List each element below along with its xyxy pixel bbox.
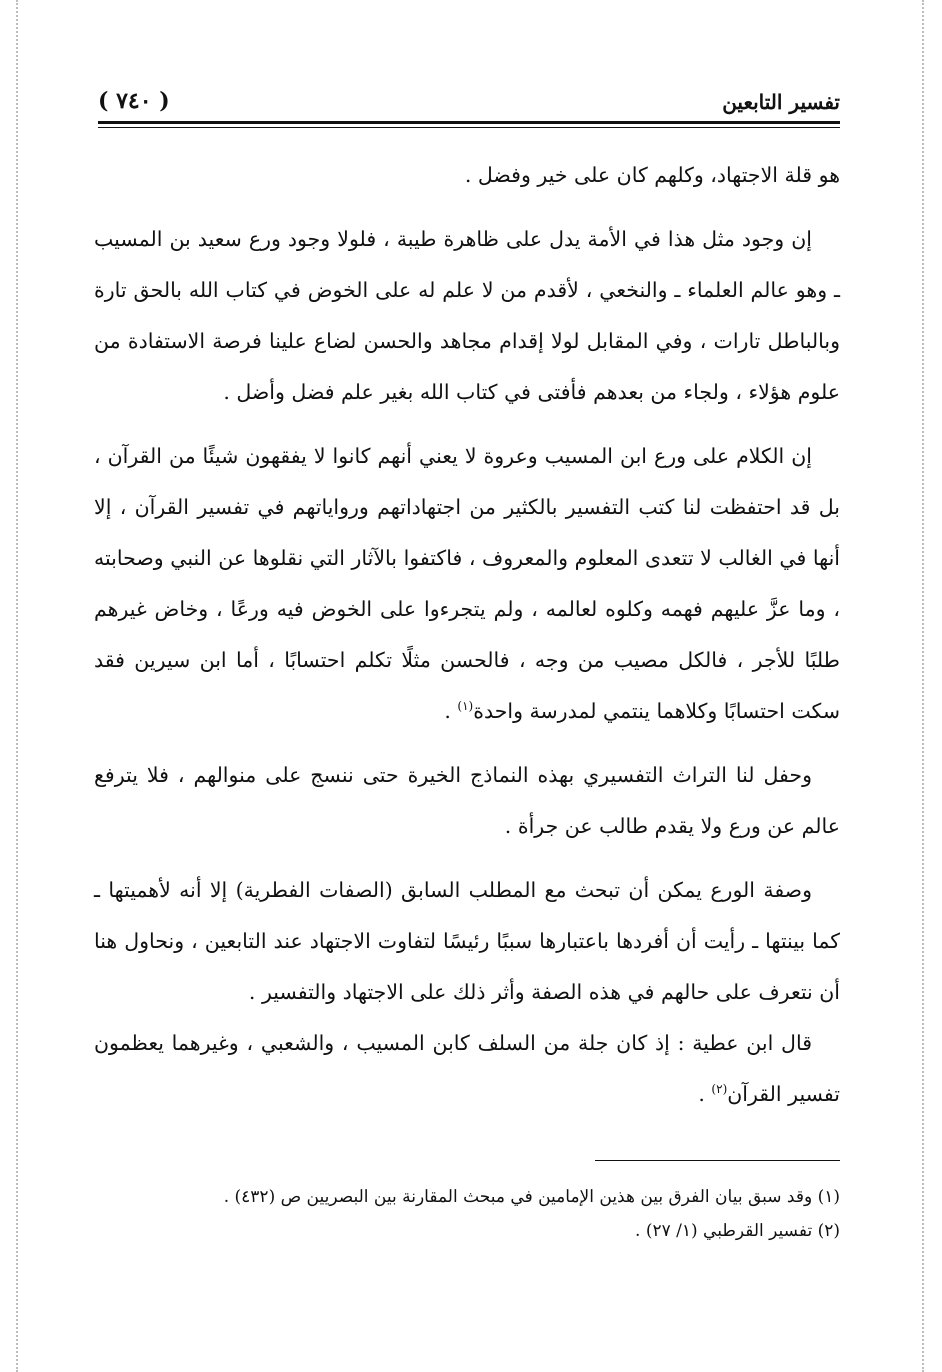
- scan-margin-dots-right: [922, 0, 924, 1372]
- header-rule-thick: [98, 121, 840, 124]
- paragraph: [94, 431, 840, 737]
- paragraph: إن وجود مثل هذا في الأمة يدل على ظاهرة طيبة ، فلولا وجود ورع سعيد بن المسيب ـ وهو عالم العلماء ـ والنخعي ، لأقدم من لا علم له على الخوض في كتاب الله بالحق تارة وبالباطل تارات ، وفي المقابل لولا إقدام مجاهد والحسن لضاع علينا فرصة الاستفادة من علوم هؤلاء ، ولجاء من بعدهم فأفتى في كتاب الله بغير علم فضل وأضل .: [94, 227, 840, 404]
- footnote: (١) وقد سبق بيان الفرق بين هذين الإمامين في مبحث المقارنة بين البصريين ص (٤٣٢) .: [223, 1187, 840, 1207]
- footnote-ref[interactable]: (٢): [711, 1082, 728, 1097]
- footnote: (٢) تفسير القرطبي (١/ ٢٧) .: [635, 1221, 840, 1241]
- header-rule-thin: [98, 127, 840, 128]
- paragraph-continuation: هو قلة الاجتهاد، وكلهم كان على خير وفضل .: [464, 163, 840, 187]
- running-title: تفسير التابعين: [722, 90, 840, 114]
- main-text: [94, 150, 840, 1133]
- paragraph: [94, 1018, 840, 1120]
- footnote-ref[interactable]: (١): [457, 699, 474, 714]
- page-number: ( ٧٤٠ ): [98, 88, 170, 114]
- paragraph-end: .: [698, 1082, 712, 1106]
- paragraph: وحفل لنا التراث التفسيري بهذه النماذج الخيرة حتى ننسج على منوالهم ، فلا يترفع عالم عن ورع ولا يقدم طالب عن جرأة .: [94, 763, 840, 838]
- paragraph-end: .: [444, 699, 458, 723]
- page-header: [98, 88, 840, 118]
- footnote-separator: [595, 1160, 840, 1161]
- paragraph-text: قال ابن عطية : إذ كان جلة من السلف كابن المسيب ، والشعبي ، وغيرهما يعظمون تفسير القرآن: [94, 1031, 840, 1106]
- paragraph: وصفة الورع يمكن أن تبحث مع المطلب السابق (الصفات الفطرية) إلا أنه لأهميتها ـ كما بينتها ـ رأيت أن أفردها باعتبارها سببًا رئيسًا لتفاوت الاجتهاد عند التابعين ، ونحاول هنا أن نتعرف على حالهم في هذه الصفة وأثر ذلك على الاجتهاد والتفسير .: [94, 878, 840, 1004]
- paragraph-text: إن الكلام على ورع ابن المسيب وعروة لا يعني أنهم كانوا لا يفقهون شيئًا من القرآن ، بل قد احتفظت لنا كتب التفسير بالكثير من اجتهاداتهم ورواياتهم في تفسير القرآن ، إلا أنها في الغالب لا تتعدى المعلوم والمعروف ، فاكتفوا بالآثار التي نقلوها عن النبي وصحابته ، وما عزَّ عليهم فهمه وكلوه لعالمه ، ولم يتجرءوا على الخوض فيه ورعًا ، وخاض غيرهم طلبًا للأجر ، فالكل مصيب من وجه ، فالحسن مثلًا تكلم احتسابًا ، أما ابن سيرين فقد سكت احتسابًا وكلاهما ينتمي لمدرسة واحدة: [94, 444, 840, 723]
- footnotes: [150, 1180, 840, 1248]
- scan-margin-dots-left: [16, 0, 18, 1372]
